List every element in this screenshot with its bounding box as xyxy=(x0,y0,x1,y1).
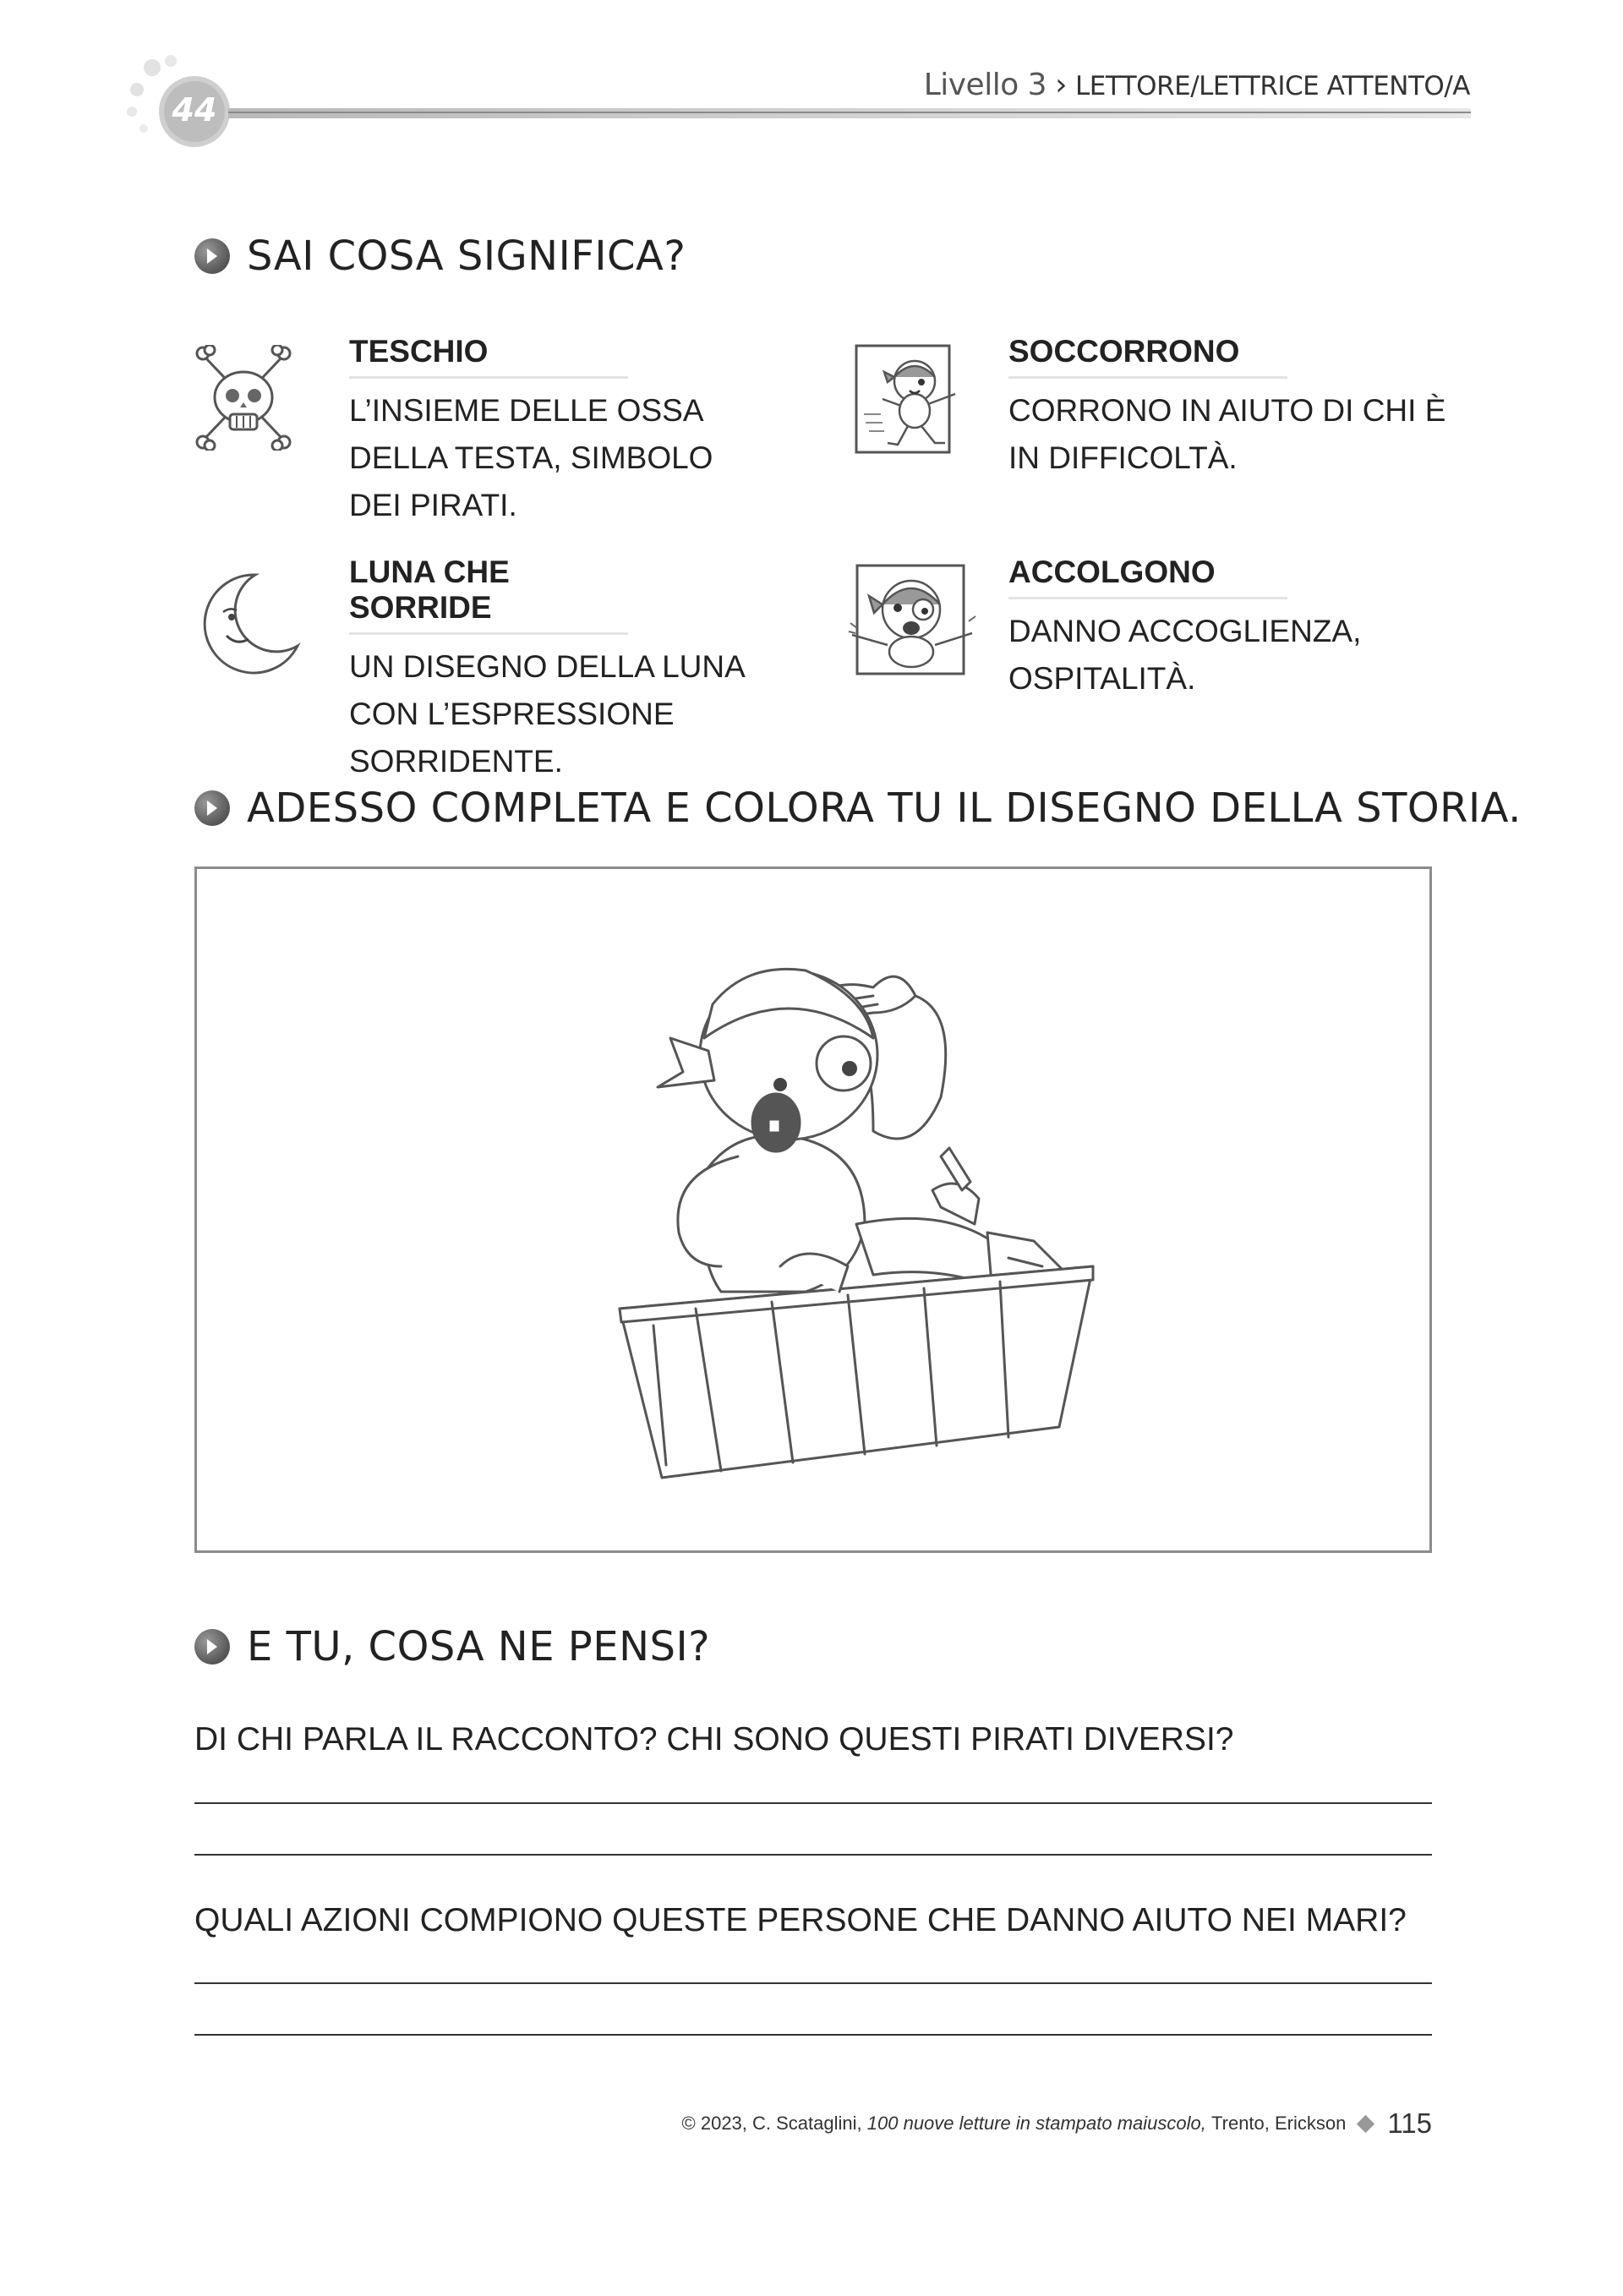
answer-line[interactable] xyxy=(194,1854,1432,1856)
skull-crossbones-icon xyxy=(193,345,294,451)
footer xyxy=(682,2107,1432,2140)
question-1: DI CHI PARLA IL RACCONTO? CHI SONO QUESTI PIRATI DIVERSI? xyxy=(194,1721,1234,1758)
term-title: ACCOLGONO xyxy=(1008,555,1287,599)
smiling-moon-icon xyxy=(196,568,306,678)
term-title: TESCHIO xyxy=(349,334,628,379)
section-title-text: SAI COSA SIGNIFICA? xyxy=(247,232,686,280)
footer-copyright: © 2023, C. Scataglini, xyxy=(681,2113,862,2134)
level-kind: LETTORE/LETTRICE ATTENTO/A xyxy=(1074,71,1470,101)
level-number: Livello 3 xyxy=(923,68,1047,102)
term-definition: UN DISEGNO DELLA LUNA CON L’ESPRESSIONE SORRIDENTE. xyxy=(349,649,744,779)
level-separator: › xyxy=(1055,68,1067,102)
section-bullet-icon xyxy=(194,790,230,826)
section-title-text: E TU, COSA NE PENSI? xyxy=(247,1623,711,1670)
term-title: SOCCORRONO xyxy=(1008,334,1287,379)
section-title-opinion xyxy=(194,1623,710,1670)
term-soccorrono xyxy=(1008,334,1448,482)
term-title: LUNA CHE SORRIDE xyxy=(349,555,628,635)
term-luna-che-sorride xyxy=(349,555,772,785)
level-label xyxy=(924,68,1470,102)
section-title-meaning xyxy=(194,232,686,280)
running-pirate-icon xyxy=(854,343,968,456)
question-2: QUALI AZIONI COMPIONO QUESTE PERSONE CHE DANNO AIUTO NEI MARI? xyxy=(194,1902,1407,1938)
term-definition: CORRONO IN AIUTO DI CHI È IN DIFFICOLTÀ. xyxy=(1008,393,1446,475)
section-title-text: ADESSO COMPLETA E COLORA TU IL DISEGNO DELLA STORIA. xyxy=(247,784,1522,832)
page-badge-number: 44 xyxy=(172,91,217,128)
welcoming-pirate-icon xyxy=(845,560,981,679)
section-title-drawing xyxy=(194,784,1522,832)
footer-book-title: 100 nuove letture in stampato maiuscolo, xyxy=(866,2113,1206,2134)
term-definition: L’INSIEME DELLE OSSA DELLA TESTA, SIMBOLO DEI PIRATI. xyxy=(349,393,713,522)
term-definition: DANNO ACCOGLIENZA, OSPITALITÀ. xyxy=(1008,614,1362,696)
page-number: 115 xyxy=(1387,2107,1432,2139)
pirate-in-barrel-illustration xyxy=(197,869,1429,1550)
term-teschio xyxy=(349,334,746,529)
answer-line[interactable] xyxy=(194,1802,1432,1804)
footer-diamond-icon xyxy=(1357,2114,1374,2132)
header-rule xyxy=(228,108,1471,118)
section-bullet-icon xyxy=(194,1629,230,1665)
drawing-area[interactable] xyxy=(194,866,1432,1553)
footer-publisher: Trento, Erickson xyxy=(1211,2113,1347,2134)
term-accolgono xyxy=(1008,555,1448,702)
header-rule-line xyxy=(228,112,1471,113)
answer-line[interactable] xyxy=(194,2034,1432,2036)
answer-line[interactable] xyxy=(194,1982,1432,1984)
section-bullet-icon xyxy=(194,238,230,274)
